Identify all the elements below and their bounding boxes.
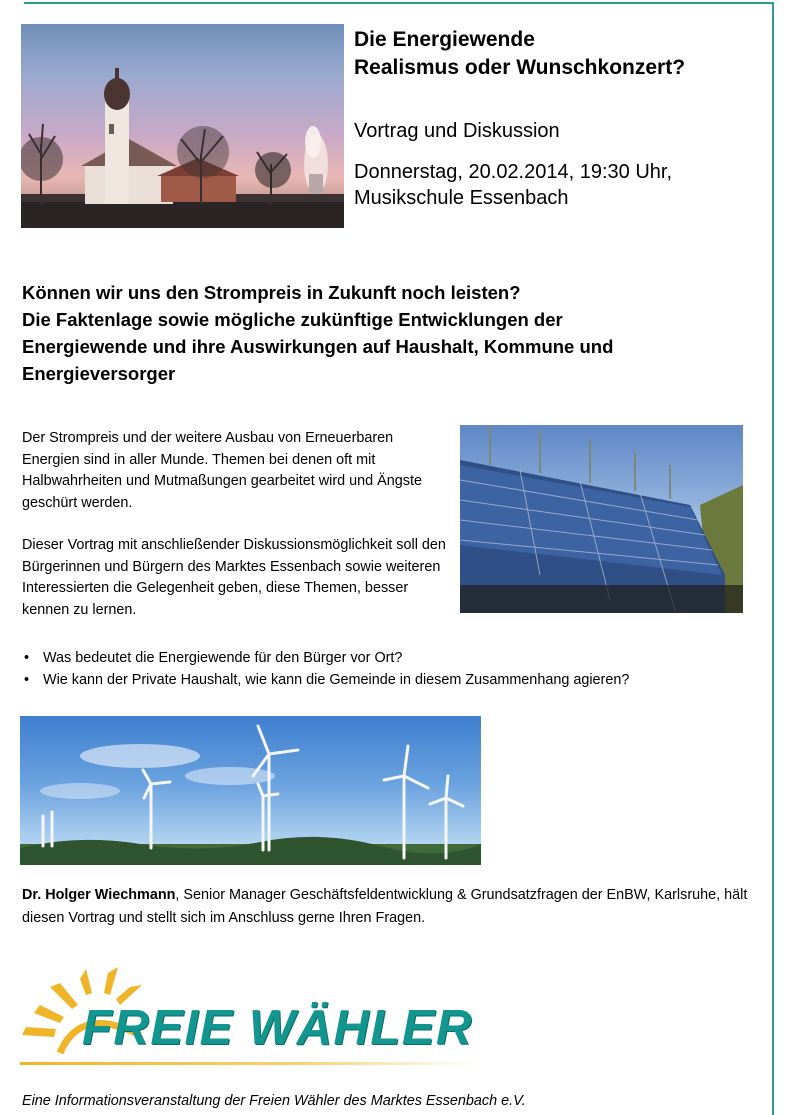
- footer-note: Eine Informationsveranstaltung der Freien Wähler des Marktes Essenbach e.V.: [22, 1093, 526, 1109]
- event-title-line2: Realismus oder Wunschkonzert?: [354, 56, 686, 79]
- headline-line1: Können wir uns den Strompreis in Zukunft noch leisten?: [22, 282, 521, 303]
- event-datetime: Donnerstag, 20.02.2014, 19:30 Uhr,: [354, 161, 673, 183]
- headline-line2: Die Faktenlage sowie mögliche zukünftige Entwicklungen der: [22, 309, 563, 330]
- paragraph-2: Dieser Vortrag mit anschließender Diskussionsmöglichkeit soll den Bürgerinnen und Bürgern des Marktes Essenbach sowie weiteren Interessierten die Gelegenheit geben, diese Themen, besser kennen zu lernen.: [22, 537, 446, 618]
- church-photo: [21, 24, 344, 228]
- question-item: • Wie kann der Private Haushalt, wie kann die Gemeinde in diesem Zusammenhang agieren?: [22, 669, 762, 691]
- event-title-line1: Die Energiewende: [354, 28, 535, 51]
- frame-border-right: [772, 2, 774, 1115]
- paragraph-1: Der Strompreis und der weitere Ausbau von Erneuerbaren Energien sind in aller Munde. Themen bei denen oft mit Halbwahrheiten und Mutmaßungen gearbeitet wird und Ängste geschürt werden.: [22, 430, 422, 511]
- wind-turbines-photo: [20, 716, 481, 865]
- speaker-info: [22, 884, 762, 929]
- event-location: Musikschule Essenbach: [354, 187, 569, 209]
- headline: [22, 279, 762, 387]
- body-text: [22, 428, 452, 621]
- solar-panels-photo: [460, 425, 743, 613]
- speaker-name: Dr. Holger Wiechmann: [22, 887, 176, 903]
- logo-underline: [20, 1062, 480, 1065]
- event-info: [354, 26, 764, 211]
- headline-line4: Energieversorger: [22, 363, 176, 384]
- question-item: • Was bedeutet die Energiewende für den Bürger vor Ort?: [22, 647, 762, 669]
- question-list: [22, 647, 762, 691]
- logo-wordmark: FREIE WÄHLER: [82, 1001, 473, 1055]
- headline-line3: Energiewende und ihre Auswirkungen auf Haushalt, Kommune und: [22, 336, 614, 357]
- freie-waehler-logo: [20, 965, 490, 1083]
- frame-border-top: [24, 2, 774, 4]
- speaker-description: , Senior Manager Geschäftsfeldentwicklung & Grundsatzfragen der EnBW, Karlsruhe, hält diesen Vortrag und stellt sich im Anschluss gerne Ihren Fragen.: [22, 887, 748, 926]
- event-format: Vortrag und Diskussion: [354, 120, 560, 142]
